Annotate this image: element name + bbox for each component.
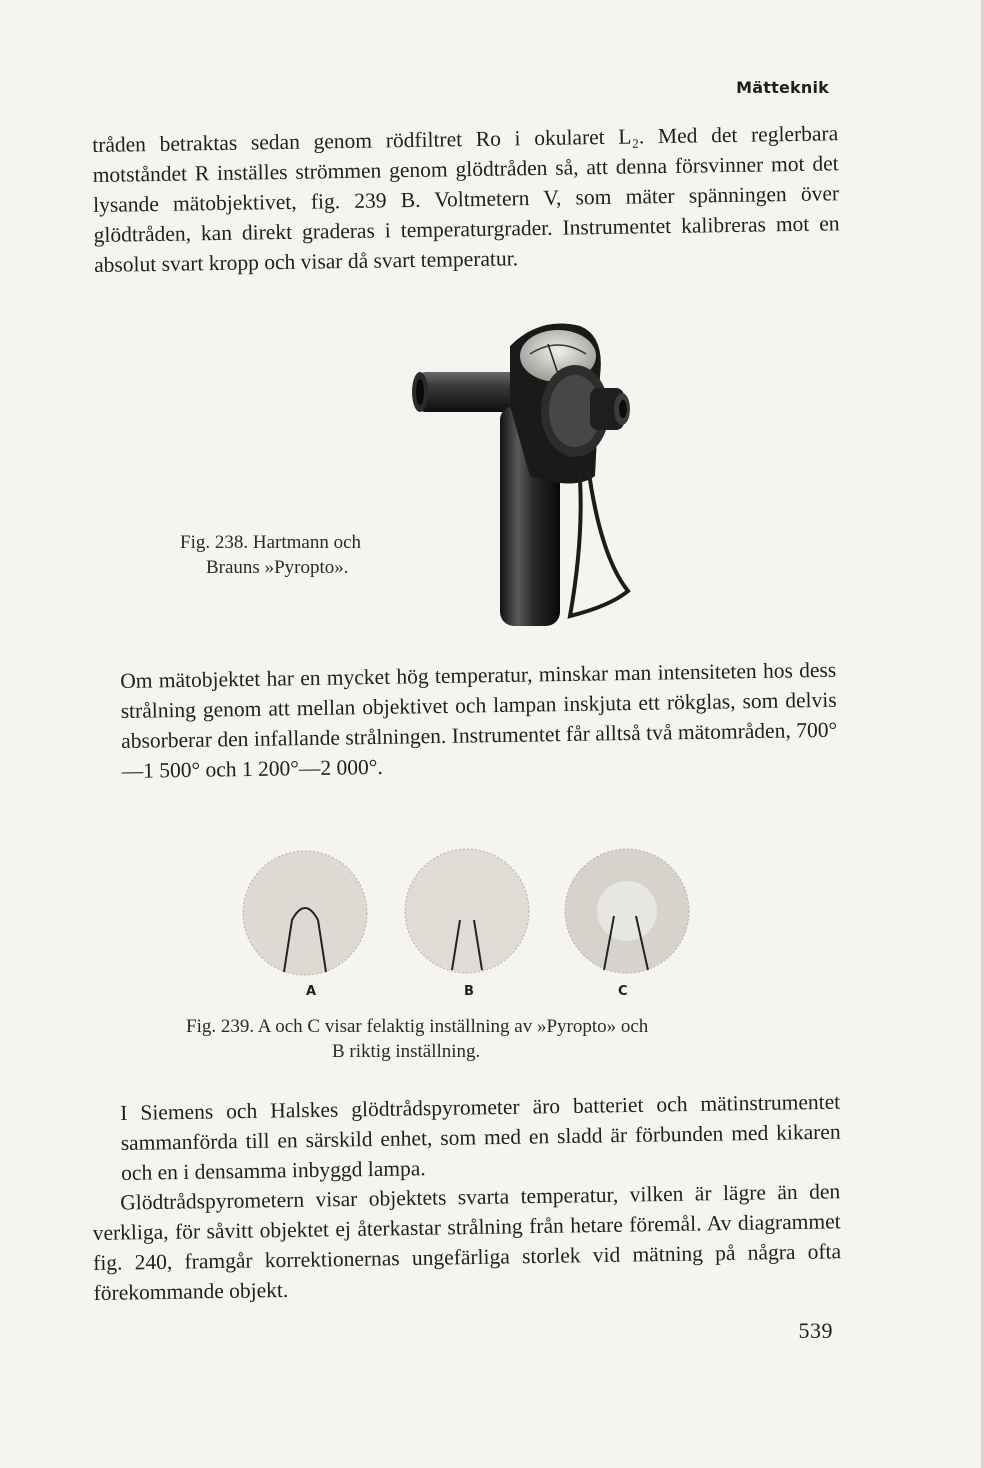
paragraph-4-text: Glödtrådspyrometern visar objektets svarta temperatur, vilken är lägre än den verkliga, för såvitt objektet ej återkastar strålning från hetare föremål. Av diagrammet fig. 240, framgår korrektionernas ungefärliga storlek vid mätning på några ofta förekommande objekt. xyxy=(92,1179,842,1305)
figure-239-label-c: C xyxy=(618,984,628,999)
figure-238-caption xyxy=(180,530,420,580)
figure-239-caption-line-1: Fig. 239. A och C visar felaktig inställning av »Pyropto» och xyxy=(186,1016,649,1037)
filament-disc-b xyxy=(402,846,532,976)
figure-239-caption xyxy=(186,1014,806,1064)
paragraph-4 xyxy=(92,1176,842,1308)
figure-238-caption-line-1: Fig. 238. Hartmann och xyxy=(180,532,362,553)
figure-239-caption-line-2: B riktig inställning. xyxy=(332,1041,481,1062)
paragraph-1: tråden betraktas sedan genom rödfiltret Ro i okularet L₂. Med det reglerbara motståndet R inställes strömmen genom glödtråden så, att denna försvinner mot det lysande mätobjektivet, fig. 239 B. Voltmetern V, som mäter spänningen över glödtråden, kan direkt graderas i temperaturgrader. Instrumentet kalibreras mot en absolut svart kropp och visar då svart temperatur. xyxy=(92,121,840,277)
paragraph-3 xyxy=(120,1087,841,1188)
figure-239 xyxy=(236,838,696,998)
figure-239-label-a: A xyxy=(306,984,317,999)
paragraph-3-text: I Siemens och Halskes glödtrådspyrometer äro batteriet och mätinstrumentet sammanförda till en särskild enhet, som med en sladd är förbunden med kikaren och en i densamma inbyggd lampa. xyxy=(120,1089,841,1185)
page-number: 539 xyxy=(798,1318,833,1343)
filament-disc-a xyxy=(240,848,370,978)
filament-disc-c xyxy=(562,846,692,976)
pyropto-instrument-illustration xyxy=(410,316,636,626)
figure-239-label-b: B xyxy=(464,984,474,999)
figure-238-caption-line-2: Brauns »Pyropto». xyxy=(206,557,349,578)
running-title: Mätteknik xyxy=(736,78,829,97)
paragraph-2: Om mätobjektet har en mycket hög temperatur, minskar man intensiteten hos dess strålning genom att mellan objektivet och lampan inskjuta ett rökglas, som delvis absorberar den infallande strålningen. Instrumentet får alltså två mätområden, 700°—1 500° och 1 200°—2 000°. xyxy=(120,657,838,783)
